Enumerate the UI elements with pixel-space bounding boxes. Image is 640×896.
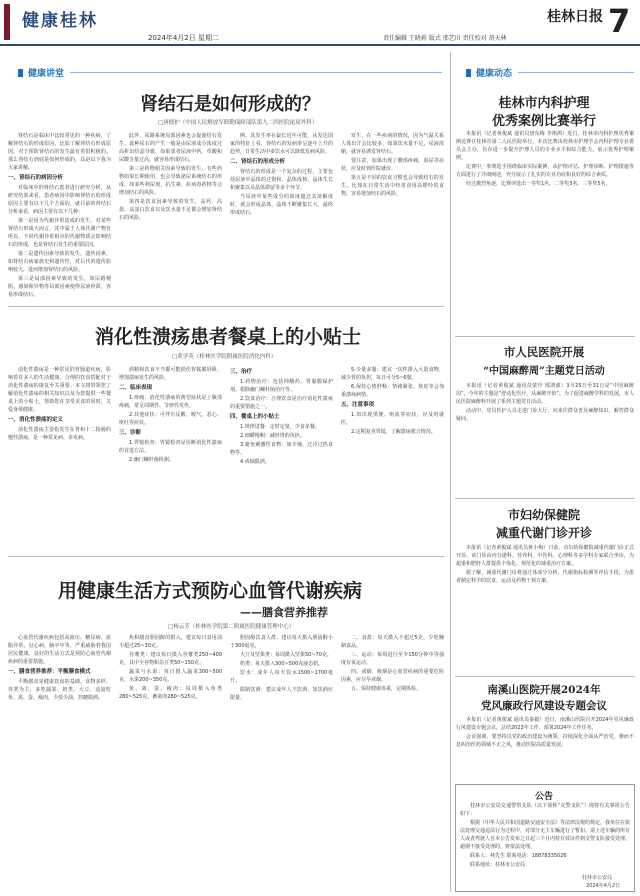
- paragraph: 2.幽门螺杆菌检测。: [129, 457, 174, 463]
- news1-headline-line1: 桂林市内科护理: [498, 96, 590, 111]
- paragraph: 大豆及坚果类：每周摄入坚果50~70克。: [240, 652, 332, 658]
- paragraph: 焦和膳食胆固醇的摄入，建议每日食用油不超过25~30克。: [119, 635, 222, 649]
- article2-column-2: [119, 366, 222, 551]
- paragraph: 会议强调，要坚持以党的政治建设为统领，持续深化全面从严治党，驰而不息纠治医药领域不正之风，推动医院高质量发展。: [456, 734, 634, 748]
- notice-title: 公告: [534, 792, 553, 802]
- paragraph: 4.戒烟限酒。: [240, 459, 270, 465]
- paragraph: 2.细嚼慢咽：减轻胃的负担。: [240, 433, 305, 439]
- divider: [455, 336, 635, 337]
- paragraph: 肾结石是临床中比较常见的一种疾病，了解肾结石的形成原因，比如了解肾结石形成原因，对于预防肾结石的发生最有着很积极的。那么肾结石到底是如何形成的，具是以下我为大家讲解。: [8, 133, 111, 171]
- paragraph: 酒精和饮食不当都可能损伤胃黏膜屏障，增加溃疡发生的风险。: [119, 367, 222, 381]
- masthead: [0, 0, 640, 44]
- paragraph: 第三是药物相关因素导致的发生，有些药物如果长期使用，也会导致泌尿系统结石的形成，如某些利尿剂、抗生素、抗病毒药物等会增加结石的风险。: [119, 166, 222, 196]
- issue-date: 2024年4月2日 星期二: [148, 34, 219, 42]
- notice-signature: 桂林市公安局: [582, 875, 613, 881]
- notice-body: [460, 802, 630, 874]
- article2-column-1: [8, 366, 111, 551]
- divider: [455, 498, 635, 499]
- paragraph: 当尿液中某些成分的浓度超过其溶解度时，就会形成晶体，晶体不断聚集长大，最终形成结石。: [230, 194, 333, 216]
- paragraph: 三、运动：每周进行至少150分钟中等强度有氧运动。: [341, 652, 444, 666]
- subheading: 三、诊断: [119, 430, 142, 436]
- section-head-health-lecture: 健康讲堂: [18, 66, 64, 80]
- page-number: 7: [608, 2, 631, 40]
- paragraph: 2.饮食治疗：合理饮食是治疗消化性溃疡的重要措施之一。: [230, 396, 333, 410]
- paragraph: 限制饮酒：建议成年人不饮酒，如饮酒应限量。: [230, 687, 333, 701]
- news2-headline-line2: “中国麻醉周”主题党日活动: [483, 366, 605, 377]
- article1-column-1: [8, 132, 111, 302]
- masthead-title: 健康桂林: [22, 11, 98, 31]
- paragraph: 本报讯（记者黄俊斌 通讯员秦毅）近日，南溪山医院召开2024年党风廉政行风建设专题会议，总结2023年工作，部署2024年工作任务。: [456, 717, 634, 731]
- paragraph: 1.药物治疗：包括抑酸药、胃黏膜保护剂、根除幽门螺杆菌治疗等。: [230, 379, 333, 393]
- paragraph: 肾结石的形成是一个复杂的过程，主要包括尿液中晶体的过饱和、晶体成核、晶体生长和聚集以及晶体滞留等多个环节。: [230, 169, 333, 191]
- paragraph: 本报讯（记者黄俊斌 通讯员蒋小梅）日前，市妇幼保健院减重代谢门诊正式开诊。该门诊由内分泌科、营养科、中医科、心理科等多学科专家联合坐诊，为超重和肥胖人群提供个体化、规范化的减重治疗方案。: [456, 545, 634, 567]
- news4-headline-line2: 党风廉政行风建设专题会议: [481, 700, 607, 712]
- paragraph: 胆固醇饮食人群，建议每天摄入胆固醇小于300毫克。: [230, 635, 333, 649]
- paragraph: 1.规律进餐：定时定量，少食多餐。: [240, 424, 320, 430]
- subheading: 二、临床表现: [119, 385, 153, 391]
- paragraph: 1.胃镜检查：胃镜检查是诊断消化性溃疡的首选方法。: [119, 440, 222, 454]
- article2-column-3: [230, 366, 333, 551]
- paragraph: 对临床中的肾结石患者进行研究分析，从研究结果来看，患者病因中影响肾结石的形成原因主要有以下几个方面的，就目前的肾结石分析来看，病因主要有以下几种：: [8, 185, 111, 215]
- article3-column-4: [341, 634, 444, 890]
- article1-headline: 肾结石是如何形成的？: [140, 94, 320, 115]
- paragraph: 5.少量多餐：建议一次性摄入大量食物，减少胃的负担，每日可分5~6餐。: [341, 367, 444, 381]
- newspaper-logo: 桂林日报: [547, 9, 603, 25]
- section-line: [518, 72, 634, 73]
- masthead-accent-bar: [4, 4, 10, 40]
- paragraph: 3.避免刺激性食物：如辛辣、过冷过热食物等。: [230, 442, 333, 456]
- paragraph: 平衡膳食是健康饮食的基础，食物多样，谷类为主，多吃蔬果、奶类、大豆，适量吃鱼、禽、蛋、瘦肉，少盐少油，控糖限酒。: [8, 679, 111, 701]
- article3-column-1: [8, 634, 111, 890]
- divider: [455, 676, 635, 677]
- paragraph: 蔬菜与水果：每日摄入蔬菜300~500克，水果200~350克。: [119, 669, 222, 683]
- article2-headline: 消化性溃疡患者餐桌上的小贴士: [95, 326, 362, 348]
- divider: [8, 556, 444, 557]
- article3-subtitle: ——膳食营养推荐: [240, 606, 328, 619]
- news1-body: [456, 130, 634, 332]
- news2-body: [456, 382, 634, 494]
- article2-byline: □黄学英（桂林医学院附属医院消化内科）: [172, 354, 277, 360]
- news1-headline-line2: 优秀案例比赛举行: [491, 114, 596, 129]
- paragraph: 例、其发生率在最长近年可能，从发达国家的特征上看，肾结石的发病率呈逐年上升的趋势，日常生活中多饮水可以降低发病风险。: [230, 133, 333, 155]
- paragraph: 发生，在一些疾病的情况，因为气温关系人体出汗会比较多，如果饮水量不足，尿液浓缩，就容易诱发肾结石。: [341, 133, 444, 155]
- news3-body: [456, 544, 634, 672]
- paragraph: 桂林市公安局交通警察支队（以下简称“交警支队”）现将有关事项公告如下：: [460, 803, 630, 817]
- section-head-health-news: 健康动态: [466, 66, 512, 80]
- paragraph: 本报讯（记者黄俊斌 通讯员蒙玲 邢鸿波）3月25日至31日是“中国麻醉周”，今年的主题是“舒适化医疗，从麻醉开始”。为了促进麻醉学科的发展，市人民医院麻醉科开展了系列主题党日活动。: [456, 383, 634, 405]
- article1-column-2: [119, 132, 222, 302]
- subheading: 一、膳食营养推荐：平衡膳食模式: [8, 669, 91, 675]
- article3-column-2: [119, 634, 222, 890]
- paragraph: 第二是遗传因素导致的发生，遗传因素，如肾结石病家族史和遗传性，对后代的遗传影响较大，进而增加肾结石的风险。: [8, 251, 111, 273]
- subheading: 一、消化性溃疡的定义: [8, 417, 64, 423]
- article1-column-4: [341, 132, 444, 302]
- paragraph: 四、戒烟：吸烟是心血管疾病的重要危险因素，应尽早戒烟。: [341, 669, 444, 683]
- article1-column-3: [230, 132, 333, 302]
- paragraph: 第四是饮食因素导致的发生，高钙、高盐、高蛋白饮食以及饮水量不足都会增加肾结石的风险。: [119, 199, 222, 221]
- paragraph: 2.其他症状：可伴有反酸、嗳气、恶心、呕吐等症状。: [119, 412, 222, 426]
- paragraph: 2.定期复查胃镜，了解溃疡愈合情况。: [351, 429, 436, 435]
- paragraph: 联系地址：桂林市公安局: [470, 862, 526, 868]
- news4-headline-line1: 南溪山医院开展2024年: [487, 684, 601, 696]
- subheading: 五、注意事项: [341, 402, 375, 408]
- paragraph: 要注意，如果出现了腰部疼痛、血尿等症状，应及时到医院就诊。: [341, 158, 444, 172]
- article3-headline: 用健康生活方式预防心血管代谢疾病: [58, 580, 363, 602]
- paragraph: 据了解，减重代谢门诊将通过体成分分析、代谢指标检测等评估手段，为患者制定科学的饮食、运动及药物干预方案。: [456, 570, 634, 584]
- paragraph: 1.疼痛：消化性溃疡的典型症状是上腹部疼痛，常呈周期性、节律性发作。: [119, 395, 222, 409]
- divider: [8, 306, 444, 307]
- news2-headline-line1: 市人民医院开展: [503, 345, 585, 359]
- paragraph: 1.如出现黑便、呕血等症状，应及时就医。: [341, 412, 444, 426]
- article3-column-3: [230, 634, 333, 890]
- article3-byline: □杨云芳（桂林医学院第二附属医院健康管理中心）: [168, 624, 295, 630]
- subheading: 二、肾结石的形成分析: [230, 159, 286, 165]
- paragraph: 比赛中，参赛选手围绕临床实际案例，从护理评估、护理诊断、护理措施等方面进行了详细阐述，充分展示了扎实的专业功底和良好的综合素质。: [456, 164, 634, 178]
- paragraph: 心血管代谢疾病包括高血压、糖尿病、血脂异常、冠心病、脑卒中等，严重威胁着我国居民健康。良好的生活方式是预防心血管代谢疾病的重要措施。: [8, 635, 111, 665]
- notice-date: 2024年4月2日: [586, 883, 621, 889]
- news4-body: [456, 716, 634, 780]
- paragraph: 本报讯（记者黄俊斌 通讯员唐东梅 李翔鸿）近日，桂林市内科护理优秀案例比赛在桂林市第二人民医院举行。本次比赛由桂林市护理学会内科护理专业委员会主办，旨在进一步提升护理人员的专业水平和综合能力，展示优秀护理案例。: [456, 131, 634, 161]
- paragraph: 联系人：林先生 联系电话：18878335026: [470, 853, 567, 859]
- article2-column-4: [341, 366, 444, 551]
- section-line: [70, 72, 442, 73]
- paragraph: 奶类：每天摄入300~500克液态奶。: [240, 661, 324, 667]
- article1-byline: □唐德护（中国人民解放军联勤保障部队第九二四医院泌尿外科）: [158, 120, 318, 126]
- paragraph: 经过激烈角逐，比赛评选出一等奖1名、二等奖3名、三等奖5名。: [466, 181, 611, 187]
- paragraph: 此外，尿路系统局部因素也会促使结石发生。此种尿石的产生一般是由尿液成分浓度过高析出结晶导致，如果患者尿液中钙、草酸和尿酸含量过高，就容易形成结石。: [119, 133, 222, 163]
- paragraph: 饮水：成年人每天饮水1500~1700毫升。: [230, 670, 333, 684]
- paragraph: 第一是因为代谢异常造成的发生，对某些肾结石形成大而言，其中属于人体代谢产物有所以，不同代谢异常相应的代谢物质会影响结石的形成，也是肾结石发生的重要原因。: [8, 218, 111, 248]
- paragraph: 谷薯类：建议每日摄入谷薯类250~400克，其中全谷物和杂豆类50~150克。: [119, 652, 222, 666]
- paragraph: 根据《中华人民共和国道路交通安全法》等法律法规的规定，我单位在依法处理交通违法行为过程中，对部分无主车辆进行了暂扣。请上述车辆的所有人或者驾驶人自本公告发布之日起三个月内持有效证件到交警支队接受处理。逾期不接受处理的，将依法处理。: [460, 820, 630, 850]
- masthead-rule: [0, 44, 640, 46]
- subheading: 三、治疗: [230, 369, 253, 375]
- paragraph: 鱼、禽、蛋、瘦肉：每周摄入鱼类280~525克，畜禽肉280~525克。: [119, 686, 222, 700]
- paragraph: 6.保持心情舒畅：情绪紧张、焦虑等会加重溃疡病情。: [341, 384, 444, 398]
- paragraph: 消化性溃疡主要指发生在胃和十二指肠的慢性溃疡，是一种常见病、多发病。: [8, 427, 111, 441]
- paragraph: 消化性溃疡是一种常见的胃肠道疾病，影响着许多人的生活健康。合理的饮食搭配对于消化性溃疡的康复至关重要。本文将带领您了解消化性溃疡的相关知识以及为您提供一些餐桌上的小贴士，帮助您在享受美食的同时，关爱身体健康。: [8, 367, 111, 413]
- column-divider: [450, 52, 451, 892]
- subheading: 四、餐桌上的小贴士: [230, 414, 280, 420]
- news3-headline-line2: 减重代谢门诊开诊: [495, 526, 592, 540]
- subheading: 一、肾结石的病因分析: [8, 175, 64, 181]
- editor-credits: 责任编辑 王晓莉 版式 邢艺田 责任校对 胡天林: [383, 35, 507, 42]
- paragraph: 活动中，党员医护人员走进门诊大厅，向来往群众普及麻醉知识，解答群众疑问。: [456, 408, 634, 422]
- news3-headline-line1: 市妇幼保健院: [507, 508, 580, 522]
- paragraph: 二、食盐：每天摄入不超过5克，少吃腌制食品。: [341, 635, 444, 649]
- paragraph: 第五是不同的饮食习惯也会导致结石的发生。比如在日常生活中经常食用高嘌呤的食物，容易增加结石的风险。: [341, 175, 444, 197]
- paragraph: 第三是局部因素导致的发生，如尿路梗阻、感染和异物等局部因素使得尿液停滞，容易形成结石。: [8, 276, 111, 298]
- paragraph: 五、保持健康体重，定期体检。: [351, 686, 422, 692]
